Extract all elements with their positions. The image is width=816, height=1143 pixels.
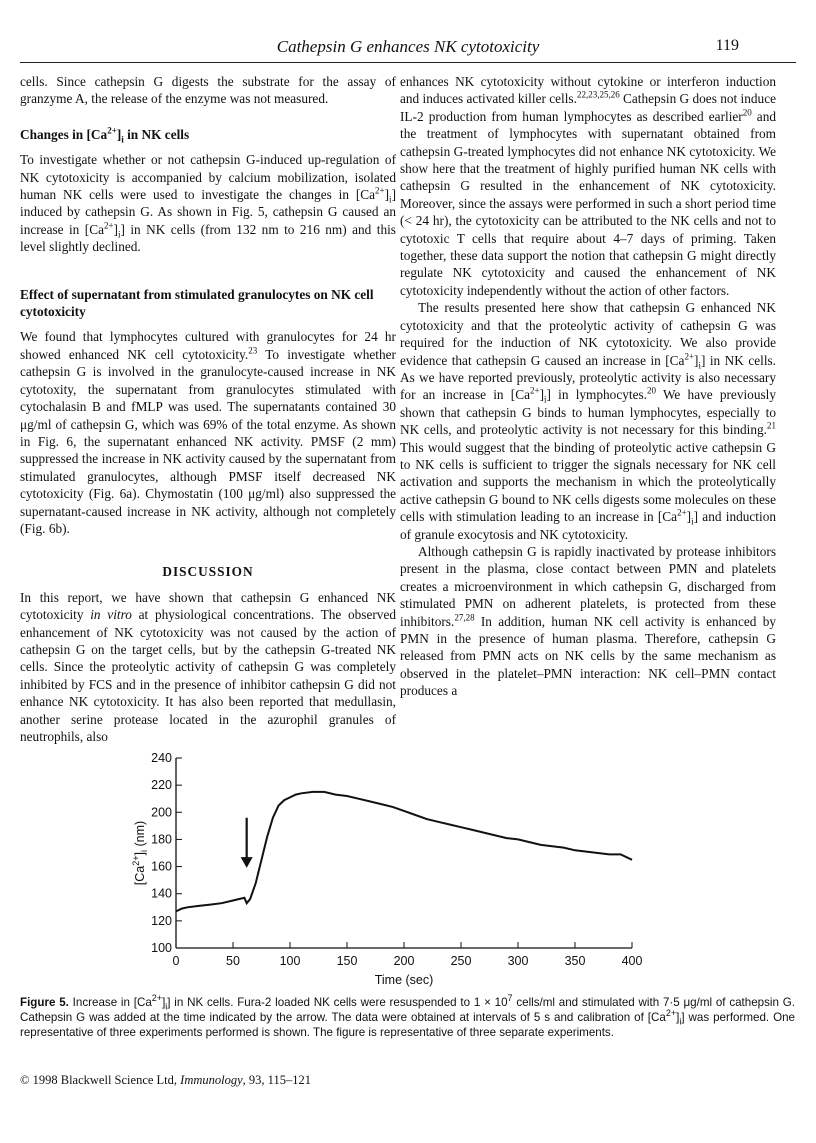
- x-tick-label: 50: [226, 954, 240, 968]
- right-paragraph-2: Although cathepsin G is rapidly inactivated by protease inhibitors present in the plasma, close contact between PMN and platelets creates a microenvironment in which cathepsin G, discharged from stimulated PMN on adherent platelets, is protected from these inhibitors.$^{27,28}$ In addition, human NK cell activity is enhanced by PMN in the presence of human plasma. Therefore, cathepsin G released from PMN acts on NK cells by the same mechanism as observed in the platelet–PMN interaction: NK cell–PMN contact produces a: [400, 543, 776, 699]
- left-column: [20, 73, 396, 745]
- page-number: 119: [715, 37, 739, 54]
- section-heading-discussion: DISCUSSION: [162, 564, 254, 580]
- header-rule: [20, 62, 796, 63]
- figure-5-chart: [130, 752, 660, 992]
- x-tick-label: 250: [450, 954, 472, 968]
- y-tick-label: 120: [151, 913, 172, 928]
- figure-5-caption: Figure 5. Increase in $[Ca^{2+}]_i$] in NK cells. Fura-2 loaded NK cells were resuspended to $1 \times 10^7$ cells/ml and stimulated with 7·5 μg/ml of cathepsin G. Cathepsin G was added at the time indicated by the arrow. The data were obtained at intervals of 5 s and calibration of $[Ca^{2+}]_i$] was performed. One representative of three experiments performed is shown. The figure is representative of three separate experiments.: [20, 993, 796, 1039]
- footer-copyright: © 1998 Blackwell Science Ltd, Immunology, 93, 115–121: [20, 1073, 311, 1087]
- left-paragraph-discussion: In this report, we have shown that cathepsin G enhanced NK cytotoxicity in vitro at physiological concentrations. The observed enhancement of NK cytotoxicity was not caused by the action of cathepsin G on the target cells, but by the cathepsin G-treated NK cells. Since the proteolytic activity of cathepsin G was completely inhibited by FCS and in the presence of inhibitor cathepsin G did not enhance NK cytotoxicity. It has also been reported that medullasin, another serine protease located in the azurophil granules of neutrophils, also: [20, 589, 397, 744]
- cathepsin-addition-arrow: [241, 818, 253, 868]
- section-heading-calcium: Changes in $[Ca^{2+}]_i$ in NK cells: [20, 125, 190, 145]
- left-paragraph-calcium: To investigate whether or not cathepsin G-induced up-regulation of NK cytotoxicity is accompanied by calcium mobilization, isolated human NK cells were used to investigate the changes in $[Ca^{2+}]_i$] induced by cathepsin G. As shown in Fig. 5, cathepsin G caused an increase in $[Ca^{2+}]_i$] in NK cells (from 132 nm to 216 nm) and this level slightly declined.: [20, 152, 396, 255]
- y-tick-label: 100: [151, 941, 172, 955]
- y-tick-label: 180: [151, 832, 172, 847]
- right-paragraph-1: The results presented here show that cathepsin G enhanced NK cytotoxicity and that the proteolytic activity of cathepsin G was required for the induction of NK cytotoxicity. We also provide evidence that cathepsin G caused an increase in $[Ca^{2+}]_i$] in NK cells. As we have reported previously, proteolytic activity is also necessary for an increase in $[Ca^{2+}]_i$] in lymphocytes.$^{20}$ We have previously shown that cathepsin G binds to human lymphocytes, especially to NK cells, and proteolytic activity is not necessary for this binding.$^{21}$ This would suggest that the binding of proteolytic active cathepsin G to NK cells is sufficient to trigger the signals necessary for NK cell activation and supports the mechanism in which the proteolytically active cathepsin G bound to NK cells digests some molecules on these cells with stimulation leading to an increase in $[Ca^{2+}]_i$] and induction of granule exocytosis and NK cytotoxicity.: [400, 300, 777, 542]
- section-heading-supernatant: Effect of supernatant from stimulated granulocytes on NK cell cytotoxicity: [20, 286, 374, 320]
- running-title: Cathepsin G enhances NK cytotoxicity: [276, 37, 540, 56]
- x-axis-label: Time (sec): [374, 973, 434, 987]
- series-line-nk-cells: [176, 792, 632, 912]
- right-paragraph-0: enhances NK cytotoxicity without cytokine or interferon induction and induces activated killer cells.$^{22,23,25,26}$ Cathepsin G does not induce IL-2 production from human lymphocytes as described earlier$^{20}$ and the treatment of lymphocytes with supernatant obtained from cathepsin G-treated lymphocytes did not enhance NK cytotoxicity. We show here that the treatment of highly purified human NK cells with cathepsin G resulted in the enhancement of NK cytotoxicity. Moreover, since the assays were performed in such a short period time (< 24 hr), the cytotoxicity can be attributed to the NK cells and not to cytotoxic T cells that require about 4–7 days of priming. Taken together, these data support the notion that cathepsin G might directly regulate NK cytotoxicity and caused the enhancement of NK cytotoxicity independently without the action of other factors.: [400, 74, 776, 298]
- y-tick-label: 220: [151, 778, 172, 793]
- x-tick-label: 200: [393, 954, 415, 968]
- x-tick-label: 100: [279, 954, 301, 968]
- chart-axes: [176, 758, 632, 948]
- x-tick-label: 400: [621, 954, 643, 968]
- x-tick-label: 350: [564, 954, 586, 968]
- left-paragraph-supernatant: We found that lymphocytes cultured with granulocytes for 24 hr showed enhanced NK cell cytotoxicity.$^{23}$ To investigate whether cathepsin G is involved in the granulocyte-caused increase in NK cytotoxity, the supernatant from granulocytes stimulated with cytochalasin B and fMLP was used. The supernatants contained 30 μg/ml of cathepsin G, which was 69% of the total enzyme. As shown in Fig. 6, the supernatant enhanced NK activity. PMSF (2 mm) suppressed the increase in NK activity caused by the supernatant from stimulated granulocytes, although PMSF itself decreased NK cytotoxicity (Fig. 6a). Chymostatin (100 μg/ml) also suppressed the supernatant-caused increase in NK activity, although not completely (Fig. 6b).: [20, 329, 396, 536]
- x-tick-label: 150: [336, 954, 358, 968]
- y-tick-label: 140: [151, 886, 172, 901]
- left-paragraph-0: cells. Since cathepsin G digests the substrate for the assay of granzyme A, the release of the enzyme was not measured.: [20, 74, 396, 107]
- y-tick-label: 240: [151, 752, 172, 765]
- y-tick-label: 160: [151, 859, 172, 874]
- y-tick-label: 200: [151, 805, 172, 820]
- x-tick-label: 300: [507, 954, 529, 968]
- arrow-head: [241, 857, 253, 868]
- y-axis-label: $[Ca^{2+}]_i$ (nm): [131, 820, 149, 886]
- x-tick-label: 0: [172, 954, 180, 968]
- right-column: [400, 73, 776, 700]
- chart-ticks: [151, 752, 642, 968]
